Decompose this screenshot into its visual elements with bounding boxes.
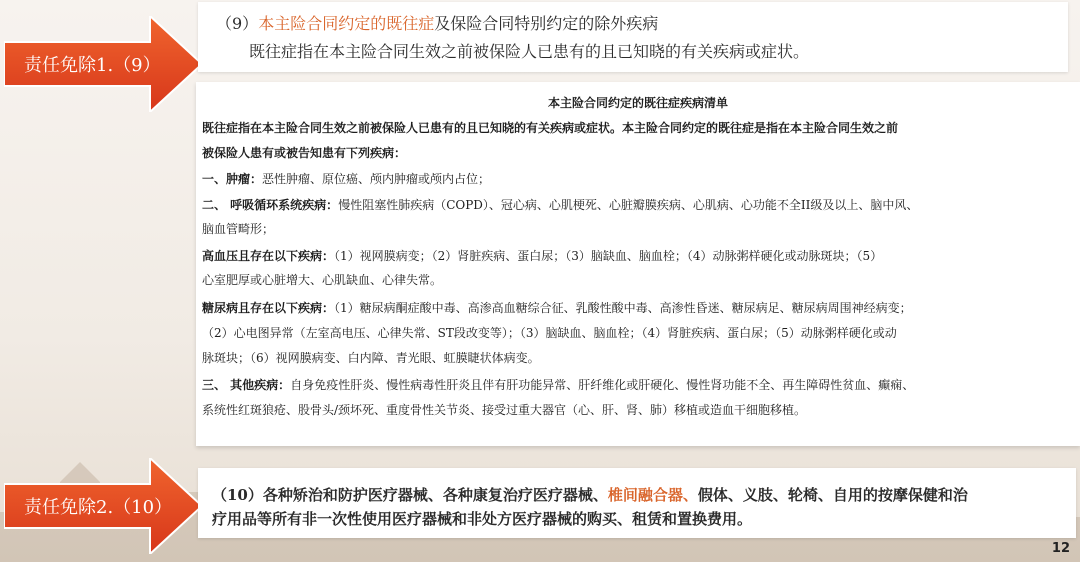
item-10-line-1: （10）各种矫治和防护医疗器械、各种康复治疗医疗器械、椎间融合器、假体、义肢、轮椅、自用的按摩保健和治 bbox=[212, 486, 968, 504]
list-section-other-cont: 系统性红斑狼疮、股骨头/颈坏死、重度骨性关节炎、接受过重大器官（心、肝、肾、肺）移植或造血干细胞移植。 bbox=[202, 403, 807, 417]
list-section-hypertension: 高血压且存在以下疾病：（1）视网膜病变；（2）肾脏疾病、蛋白尿；（3）脑缺血、脑血栓；（4）动脉粥样硬化或动脉斑块；（5） bbox=[202, 249, 883, 263]
item-10-line-2: 疗用品等所有非一次性使用医疗器械和非处方医疗器械的购买、租赁和置换费用。 bbox=[212, 510, 753, 528]
list-section-respiratory-cont: 脑血管畸形； bbox=[202, 222, 275, 236]
page-number: 12 bbox=[1051, 541, 1070, 556]
item-9-line-2: 既往症指在本主险合同生效之前被保险人已患有的且已知晓的有关疾病或症状。 bbox=[249, 42, 810, 61]
list-intro-2: 被保险人患有或被告知患有下列疾病： bbox=[202, 146, 407, 160]
exclusion-item-10 bbox=[198, 468, 1076, 538]
list-intro-1: 既往症指在本主险合同生效之前被保险人已患有的且已知晓的有关疾病或症状。本主险合同约定的既往症是指在本主险合同生效之前 bbox=[202, 121, 899, 135]
item-10-highlight: 椎间融合器、 bbox=[607, 486, 698, 504]
pre-existing-disease-list bbox=[196, 82, 1080, 446]
arrow-1-label: 责任免除1.（9） bbox=[24, 55, 161, 76]
list-section-diabetes-cont-2: 脉斑块；（6）视网膜病变、白内障、青光眼、虹膜睫状体病变。 bbox=[202, 351, 540, 365]
list-section-diabetes: 糖尿病且存在以下疾病：（1）糖尿病酮症酸中毒、高渗高血糖综合征、乳酸性酸中毒、高渗性昏迷、糖尿病足、糖尿病周围神经病变； bbox=[202, 301, 912, 315]
list-section-hypertension-cont: 心室肥厚或心脏增大、心肌缺血、心律失常。 bbox=[202, 273, 443, 287]
exclusion-item-9 bbox=[198, 2, 1068, 72]
item-9-highlight: 本主险合同约定的既往症 bbox=[258, 14, 435, 33]
list-section-other: 三、 其他疾病：自身免疫性肝炎、慢性病毒性肝炎且伴有肝功能异常、肝纤维化或肝硬化、慢性肾功能不全、再生障碍性贫血、癫痫、 bbox=[202, 378, 915, 392]
list-title: 本主险合同约定的既往症疾病清单 bbox=[547, 96, 728, 110]
arrow-2-label: 责任免除2.（10） bbox=[24, 497, 173, 518]
responsibility-exclusion-1-arrow bbox=[4, 16, 202, 112]
responsibility-exclusion-2-arrow bbox=[4, 458, 202, 554]
item-9-number: （9） bbox=[216, 14, 259, 33]
list-section-tumor: 一、肿瘤：恶性肿瘤、原位癌、颅内肿瘤或颅内占位； bbox=[202, 172, 491, 186]
list-section-diabetes-cont-1: （2）心电图异常（左室高电压、心律失常、ST段改变等）；（3）脑缺血、脑血栓；（4）肾脏疾病、蛋白尿；（5）动脉粥样硬化或动 bbox=[202, 326, 897, 340]
list-section-respiratory: 二、 呼吸循环系统疾病：慢性阻塞性肺疾病（COPD）、冠心病、心肌梗死、心脏瓣膜疾病、心肌病、心功能不全II级及以上、脑中风、 bbox=[202, 198, 919, 212]
item-9-rest: 及保险合同特别约定的除外疾病 bbox=[434, 14, 659, 33]
item-9-line-1 bbox=[216, 11, 658, 34]
